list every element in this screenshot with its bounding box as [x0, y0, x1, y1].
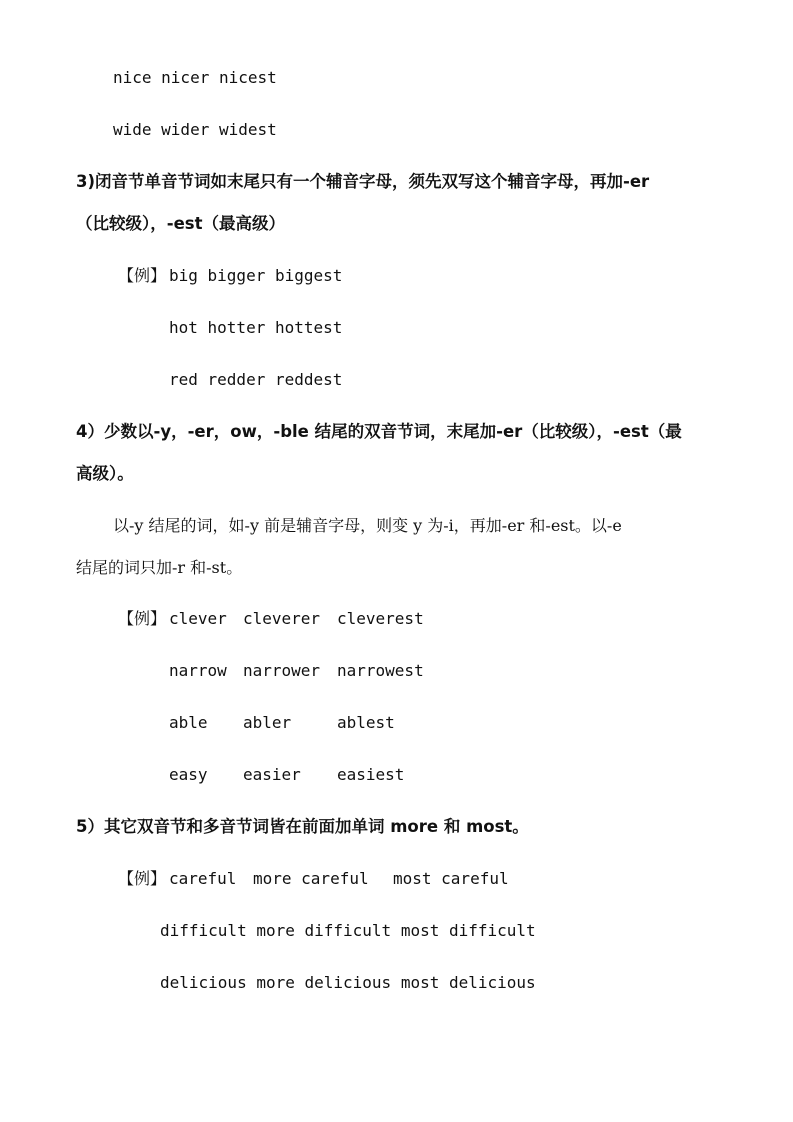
example-row: hot hotter hottest [169, 318, 343, 337]
section3-heading-line2: （比较级），-est（最高级） [76, 214, 285, 233]
word-superlative: ablest [337, 713, 395, 732]
section4-paragraph-line2: 结尾的词只加-r 和-st。 [76, 558, 243, 577]
section4-heading-line2: 高级）。 [76, 464, 134, 483]
word-superlative: cleverest [337, 609, 424, 628]
example-tag: 【例】 [118, 609, 167, 628]
word-comparative: abler [243, 713, 292, 732]
word-superlative: easiest [337, 765, 405, 784]
section5-heading: 5）其它双音节和多音节词皆在前面加单词 more 和 most。 [76, 817, 529, 836]
word-comparative: more careful [253, 869, 369, 888]
example-row: red redder reddest [169, 370, 343, 389]
word-comparative: easier [243, 765, 301, 784]
word-comparative: cleverer [243, 609, 321, 628]
example-line-wide: wide wider widest [113, 120, 277, 139]
word-base: able [169, 713, 208, 732]
word-base: clever [169, 609, 227, 628]
example-tag: 【例】 [118, 266, 167, 285]
example-row: delicious more delicious most delicious [160, 973, 536, 992]
word-superlative: narrowest [337, 661, 424, 680]
word-superlative: most careful [393, 869, 509, 888]
example-line-nice: nice nicer nicest [113, 68, 277, 87]
section3-heading-line1: 3)闭音节单音节词如末尾只有一个辅音字母，须先双写这个辅音字母，再加-er [76, 172, 650, 191]
example-row: difficult more difficult most difficult [160, 921, 536, 940]
word-base: narrow [169, 661, 227, 680]
example-tag: 【例】 [118, 869, 167, 888]
word-base: careful [169, 869, 237, 888]
section4-heading-line1: 4）少数以-y，-er，ow，-ble 结尾的双音节词，末尾加-er（比较级），-est（最 [76, 422, 682, 441]
example-row: big bigger biggest [169, 266, 343, 285]
section4-paragraph-line1: 以-y 结尾的词，如-y 前是辅音字母，则变 y 为-i，再加-er 和-est。以-e [113, 516, 622, 535]
word-base: easy [169, 765, 208, 784]
word-comparative: narrower [243, 661, 321, 680]
